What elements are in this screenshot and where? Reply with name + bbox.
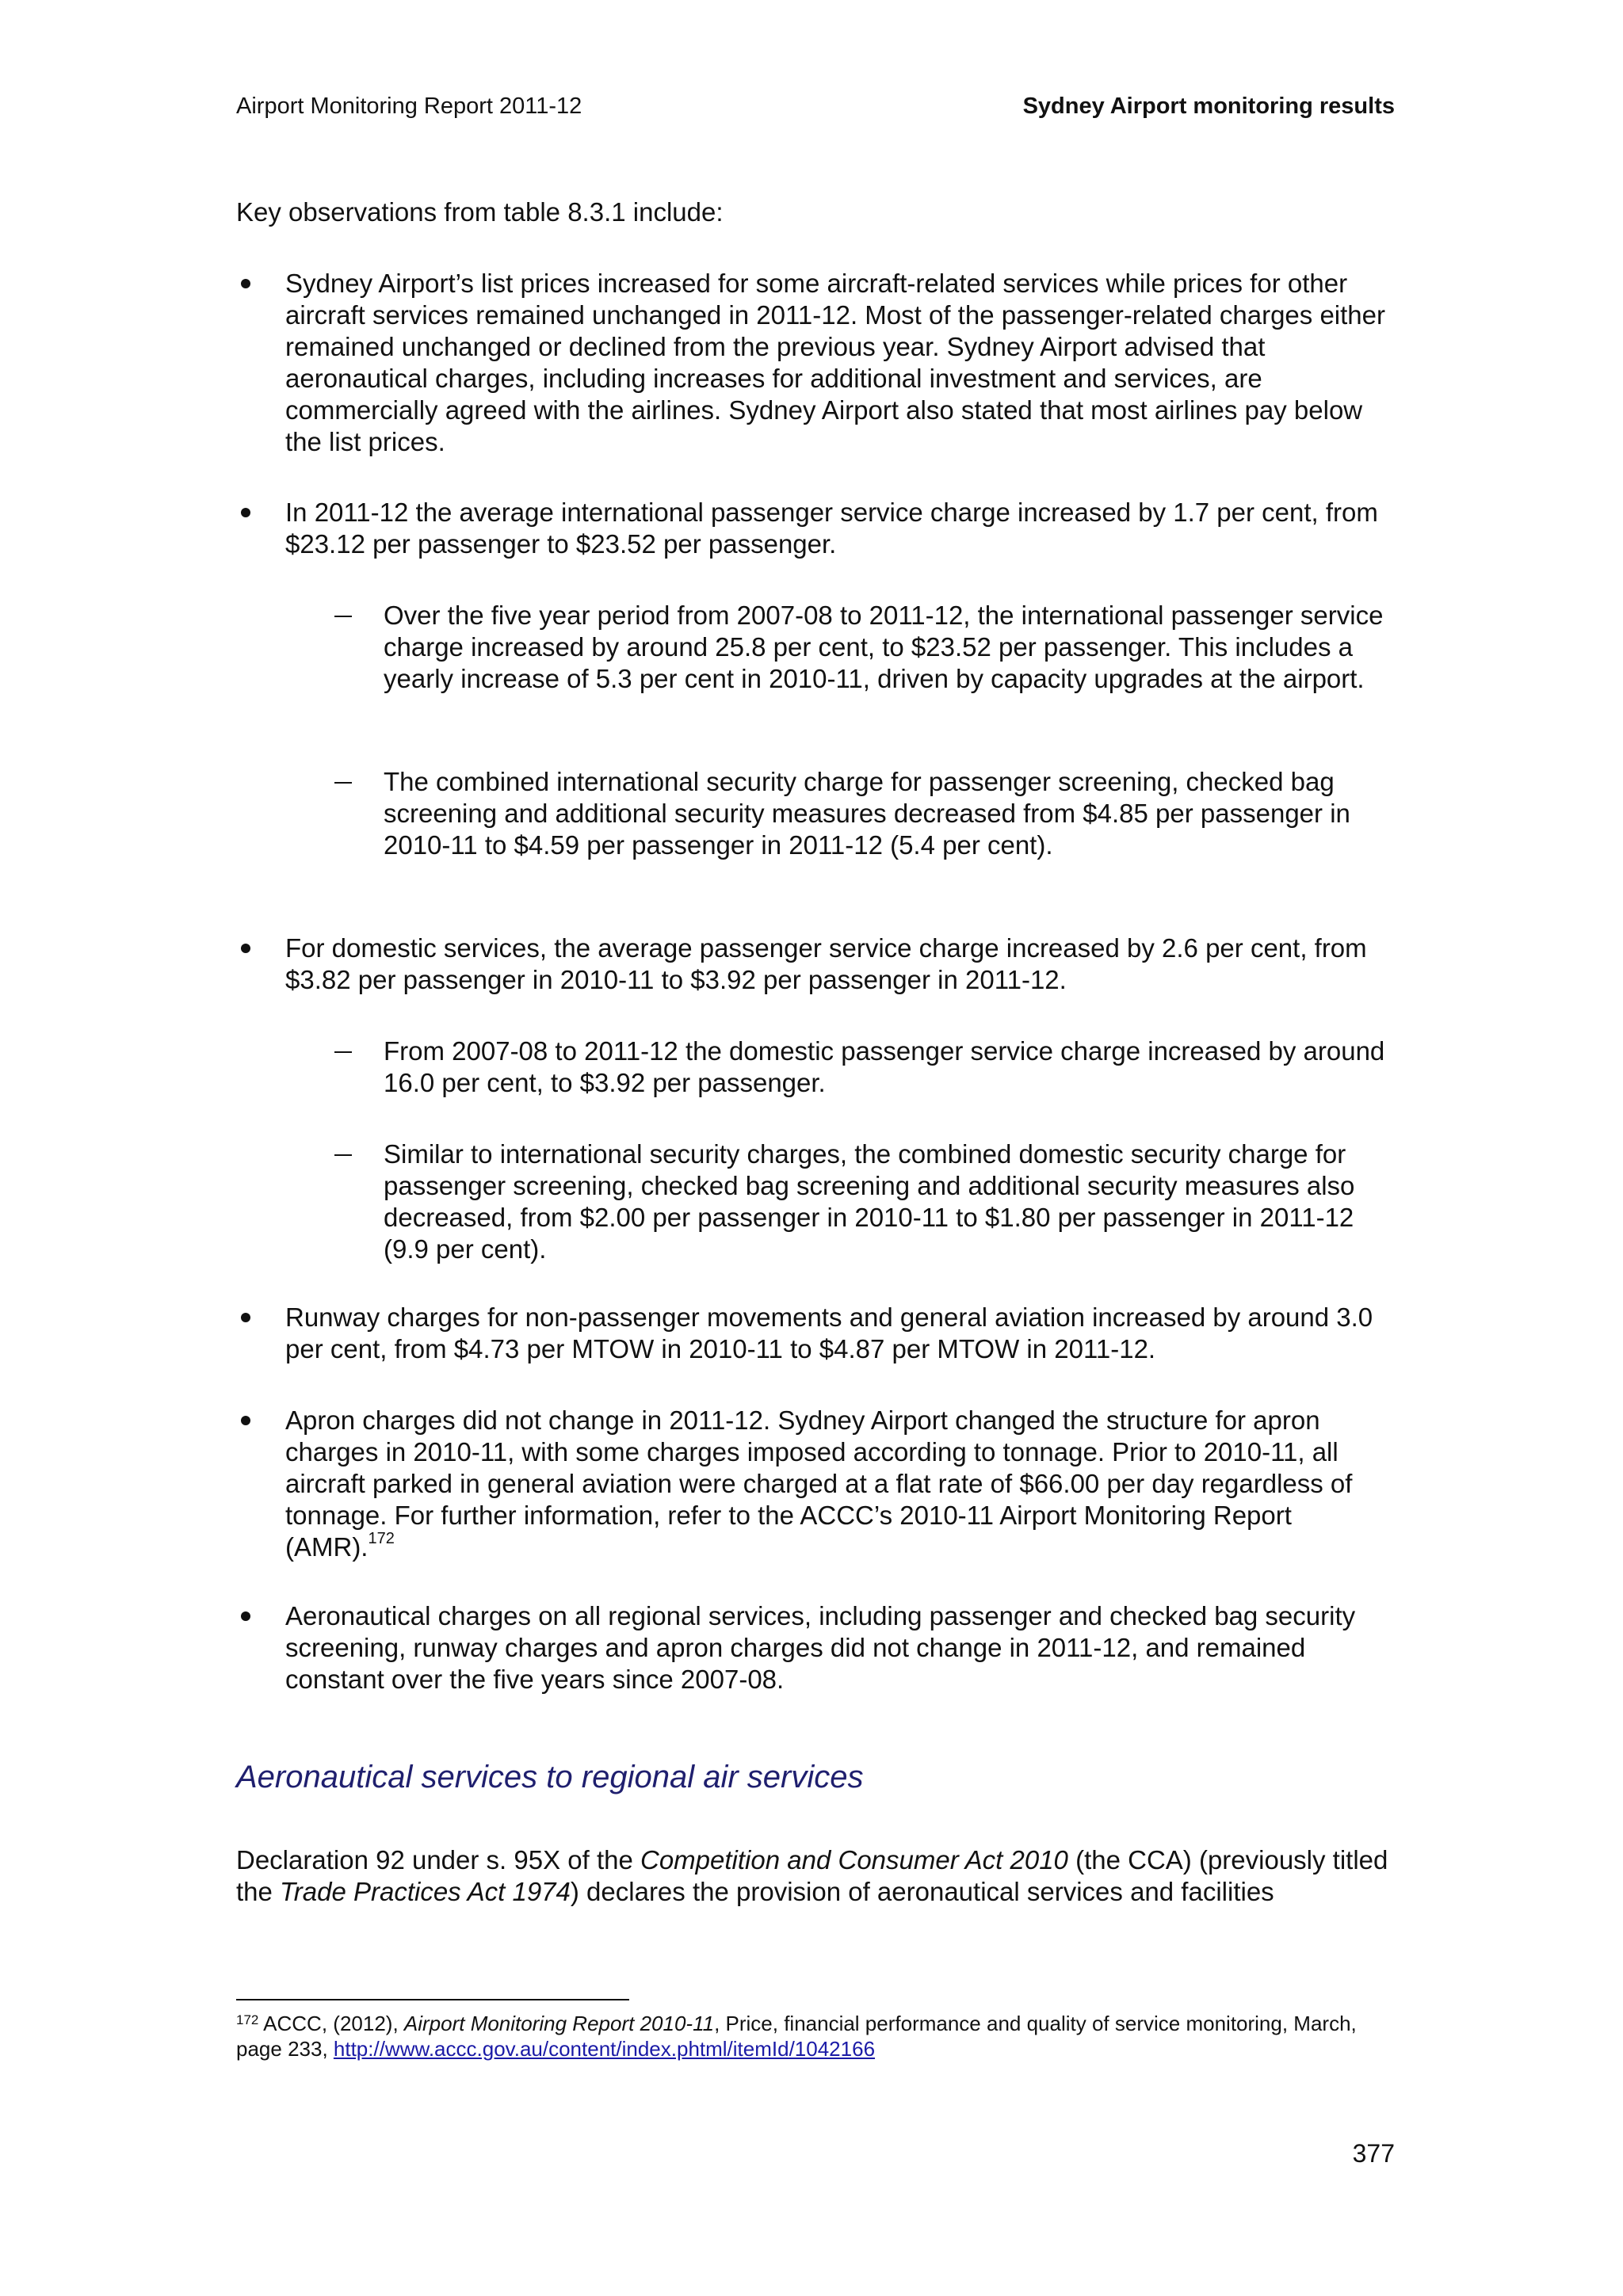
sub-item-text [384, 766, 1406, 861]
footnote-report-title: Airport Monitoring Report 2010-11 [403, 2012, 715, 2035]
closing-text: Declaration 92 under s. 95X of the [236, 1845, 640, 1875]
page-header [236, 93, 1395, 125]
bullet-text: Sydney Airport’s list prices increased for some aircraft-related services while prices for other aircraft services remained unchanged in 2011-12. Most of the passenger-related charges either remained unchanged or declined from the previous year. Sydney Airport advised that aeronautical charges, including increases for additional investment and services, are commercially agreed with the airlines. Sydney Airport also stated that most airlines pay below the list prices. [285, 269, 1385, 456]
act-title: Competition and Consumer Act 2010 [640, 1845, 1068, 1875]
bullet-text [285, 1405, 1395, 1567]
footnote [236, 2011, 1395, 2061]
bullet-text: Runway charges for non-passenger movements and general aviation increased by around 3.0 per cent, from $4.73 per MTOW in 2010-11 to $4.87 per MTOW in 2011-12. [285, 1302, 1373, 1363]
bullet-text: In 2011-12 the average international passenger service charge increased by 1.7 per cent, from $23.12 per passenger to $23.52 per passenger. [285, 498, 1378, 559]
section-heading: Aeronautical services to regional air services [236, 1760, 864, 1794]
footnote-divider [236, 1999, 629, 2000]
sub-item-text-part: 2010-11 to $4.59 per passenger in 2011-12 (5.4 per cent). [384, 830, 1053, 860]
page-number: 377 [1352, 2139, 1395, 2168]
sub-item-text: Similar to international security charges, the combined domestic security charge for passenger screening, checked bag screening and additional security measures also decreased, from $2.00 per passenger in 2010-11 to $1.80 per passenger in 2011-12 (9.9 per cent). [384, 1139, 1355, 1264]
report-title: Airport Monitoring Report 2011-12 [236, 93, 582, 119]
footnote-text: , Price, financial performance and quality of service monitoring, March, page 233, [236, 2012, 1357, 2061]
intro-paragraph: Key observations from table 8.3.1 include: [236, 197, 724, 227]
sub-item-text: Over the five year period from 2007-08 to 2011-12, the international passenger service charge increased by around 25.8 per cent, to $23.52 per passenger. This includes a yearly increase of 5.3 per cent in 2010-11, driven by capacity upgrades at the airport. [384, 601, 1384, 693]
bullet-text: Aeronautical charges on all regional services, including passenger and checked bag security screening, runway charges and apron charges did not change in 2011-12, and remained constant over the five years since 2007-08. [285, 1601, 1356, 1694]
footnote-text: ACCC, (2012), [258, 2012, 404, 2035]
act-title: Trade Practices Act 1974 [280, 1877, 571, 1906]
footnote-number: 172 [236, 2012, 259, 2027]
bullet-text: For domestic services, the average passenger service charge increased by 2.6 per cent, from $3.82 per passenger in 2010-11 to $3.92 per passenger in 2011-12. [285, 933, 1367, 994]
bullet-text-body: Apron charges did not change in 2011-12. Sydney Airport changed the structure for apron charges in 2010-11, with some charges imposed according to tonnage. Prior to 2010-11, all aircraft parked in general aviation were charged at a flat rate of $66.00 per day regardless of tonnage. For further information, refer to the ACCC’s 2010-11 Airport Monitoring Report (AMR). [285, 1405, 1353, 1562]
closing-text: ) declares the provision of aeronautical services and facilities [570, 1877, 1274, 1906]
closing-paragraph [236, 1844, 1395, 1908]
footnote-link[interactable]: http://www.accc.gov.au/content/index.phtml/itemId/1042166 [333, 2037, 876, 2061]
sub-item-text-part: The combined international security charge for passenger screening, checked bag screening and additional security measures decreased from $4.85 per passenger in [384, 767, 1350, 828]
footnote-reference[interactable]: 172 [368, 1530, 395, 1547]
sub-item-text: From 2007-08 to 2011-12 the domestic passenger service charge increased by around 16.0 per cent, to $3.92 per passenger. [384, 1036, 1385, 1097]
section-title: Sydney Airport monitoring results [1022, 93, 1395, 119]
closing-text: (the CCA) (previously titled the [236, 1845, 1388, 1906]
